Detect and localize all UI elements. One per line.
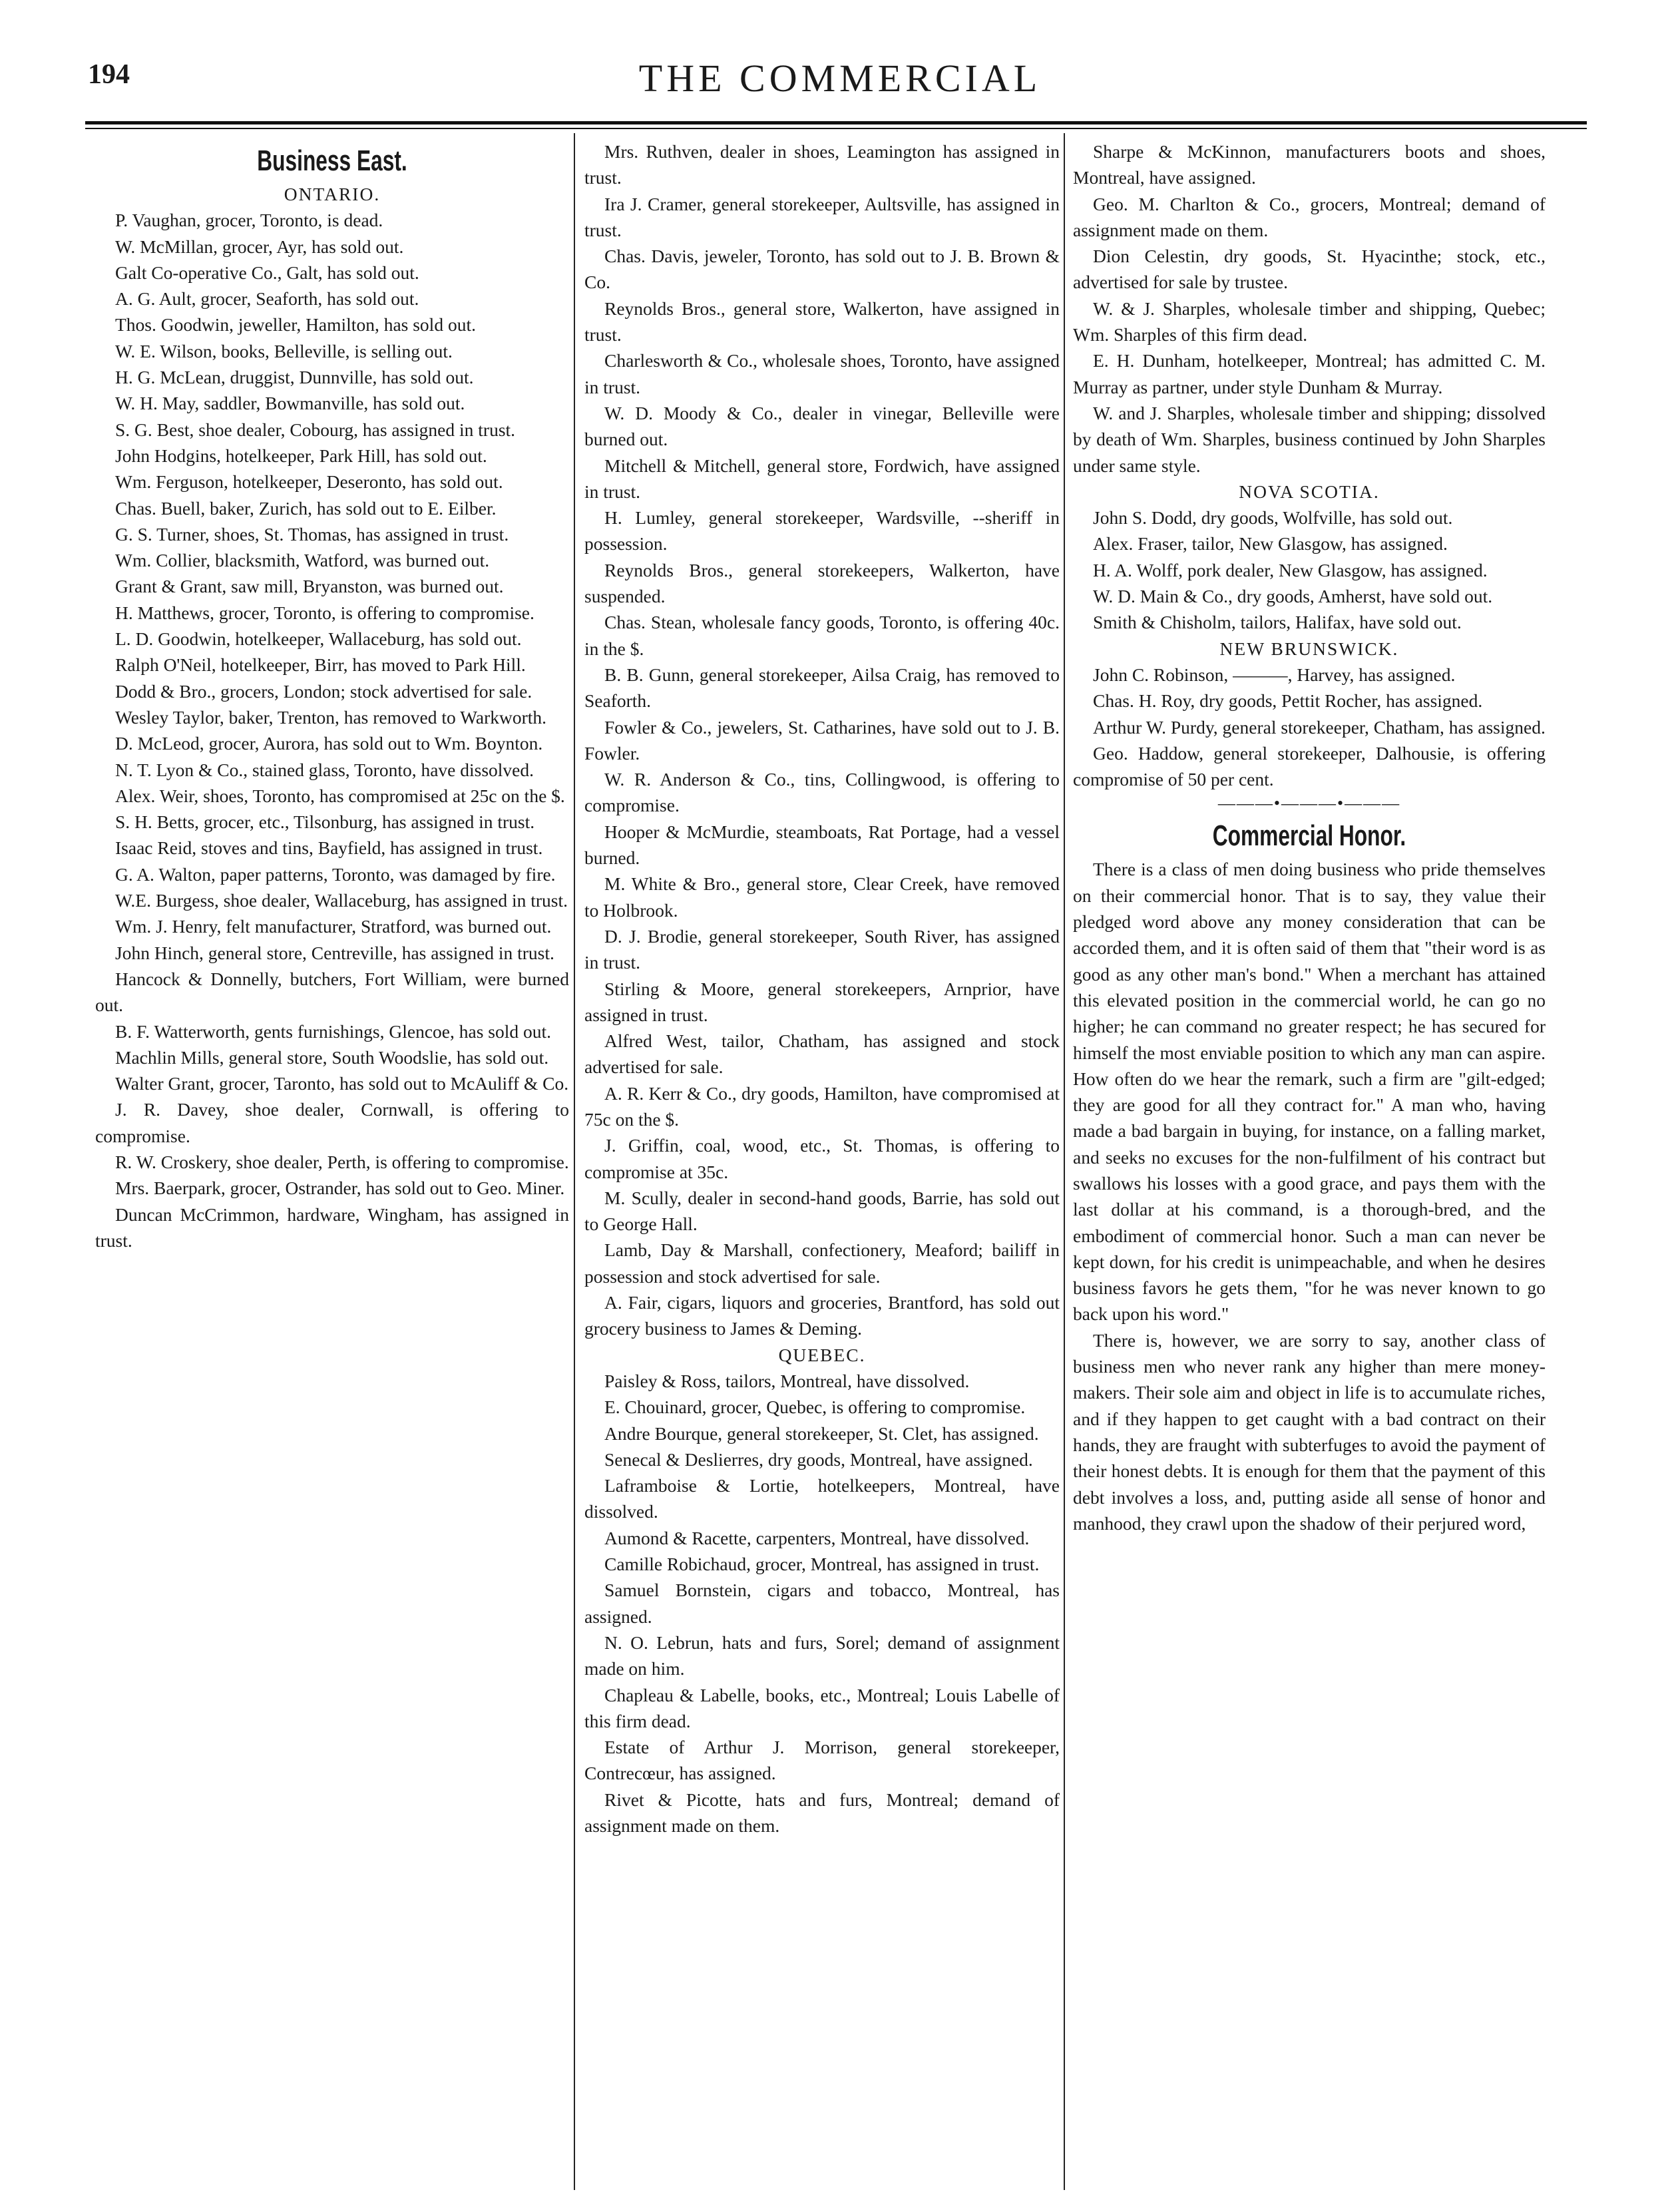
ontario-entry: W. R. Anderson & Co., tins, Collingwood, is offering to compromise. <box>584 769 1060 816</box>
ontario-entry: A. Fair, cigars, liquors and groceries, Brantford, has sold out grocery business to James & Deming. <box>584 1292 1060 1339</box>
new-brunswick-entry: Geo. Haddow, general storekeeper, Dalhousie, is offering compromise of 50 per cent. <box>1073 742 1546 790</box>
new-brunswick-entry: Arthur W. Purdy, general storekeeper, Chatham, has assigned. <box>1093 716 1546 738</box>
ontario-entries-part-2 <box>584 138 1060 1342</box>
ontario-entry: Hancock & Donnelly, butchers, Fort William, were burned out. <box>95 968 569 1016</box>
ontario-entry: John Hinch, general store, Centreville, has assigned in trust. <box>115 942 554 963</box>
quebec-entry: N. O. Lebrun, hats and furs, Sorel; demand of assignment made on him. <box>584 1632 1060 1679</box>
nova-scotia-entry: H. A. Wolff, pork dealer, New Glasgow, has assigned. <box>1093 559 1488 580</box>
new-brunswick-heading: NEW BRUNSWICK. <box>1219 638 1399 659</box>
new-brunswick-entry: John C. Robinson, ———, Harvey, has assigned. <box>1093 664 1456 685</box>
column-1 <box>95 138 569 2175</box>
commercial-honor-heading: Commercial Honor. <box>1212 819 1406 853</box>
column-2 <box>584 138 1060 2175</box>
nova-scotia-entry: W. D. Main & Co., dry goods, Amherst, have sold out. <box>1093 586 1493 607</box>
article-paragraph: There is a class of men doing business who pride themselves on their commercial honor. That is to say, they value their pledged word above any money consideration that can be accorded them, and it is often said of them that "their word is as good as any other man's bond." When a merchant has attained this elevated position in the commercial world, he can go no higher; he can command no greater respect; he has secured for himself the most enviable position to which any man can aspire. How often do we hear the remark, such a firm are "gilt-edged; they are good for all they contract for." A man who, having made a bad bargain in buying, for instance, on a falling market, and seeks no excuses for the non-fulfilment of his contract but swallows his losses with a good grace, and pays them with the last dollar at his command, is a thorough-bred, and the embodiment of commercial honor. Such a man can never be kept down, for his credit is unimpeachable, and when he desires business favors he gets them, "for he was never known to go back upon his word." <box>1073 859 1546 1325</box>
quebec-entry: Dion Celestin, dry goods, St. Hyacinthe; stock, etc., advertised for sale by trustee. <box>1073 246 1546 293</box>
quebec-entry: E. Chouinard, grocer, Quebec, is offering to compromise. <box>604 1397 1026 1418</box>
ontario-entry: Wm. J. Henry, felt manufacturer, Stratford, was burned out. <box>115 916 552 937</box>
ontario-entry: B. F. Watterworth, gents furnishings, Glencoe, has sold out. <box>115 1020 552 1042</box>
new-brunswick-entries <box>1073 662 1546 792</box>
ontario-entry: D. J. Brodie, general storekeeper, South River, has assigned in trust. <box>584 925 1060 973</box>
ontario-entry: Chas. Davis, jeweler, Toronto, has sold out to J. B. Brown & Co. <box>584 246 1060 293</box>
ontario-heading: ONTARIO. <box>284 184 381 204</box>
ontario-entry: Reynolds Bros., general store, Walkerton, have assigned in trust. <box>584 298 1060 345</box>
quebec-entry: Laframboise & Lortie, hotelkeepers, Montreal, have dissolved. <box>584 1475 1060 1522</box>
quebec-entries-part-1 <box>584 1368 1060 1839</box>
ontario-entry: Walter Grant, grocer, Taronto, has sold out to McAuliff & Co. <box>115 1073 569 1094</box>
ontario-entry: Wm. Collier, blacksmith, Watford, was burned out. <box>115 550 490 571</box>
page-number: 194 <box>88 59 130 90</box>
ontario-entry: Alex. Weir, shoes, Toronto, has compromised at 25c on the $. <box>115 785 565 806</box>
ontario-entry: Machlin Mills, general store, South Woodslie, has sold out. <box>115 1046 549 1068</box>
ontario-entry: Wm. Ferguson, hotelkeeper, Deseronto, has sold out. <box>115 471 503 493</box>
ontario-entry: W. D. Moody & Co., dealer in vinegar, Belleville were burned out. <box>584 402 1060 450</box>
ontario-entry: Fowler & Co., jewelers, St. Catharines, have sold out to J. B. Fowler. <box>584 716 1060 764</box>
nova-scotia-entry: John S. Dodd, dry goods, Wolfville, has sold out. <box>1093 507 1453 529</box>
quebec-entry: Chapleau & Labelle, books, etc., Montreal; Louis Labelle of this firm dead. <box>584 1684 1060 1731</box>
quebec-entry: Andre Bourque, general storekeeper, St. Clet, has assigned. <box>604 1423 1039 1444</box>
ontario-entry: A. R. Kerr & Co., dry goods, Hamilton, have compromised at 75c on the $. <box>584 1082 1060 1130</box>
ontario-entry: Alfred West, tailor, Chatham, has assigned and stock advertised for sale. <box>584 1030 1060 1078</box>
ontario-entry: Thos. Goodwin, jeweller, Hamilton, has sold out. <box>115 314 476 335</box>
quebec-entry: W. and J. Sharples, wholesale timber and shipping; dissolved by death of Wm. Sharples, business continued by John Sharples under same style. <box>1073 402 1546 476</box>
nova-scotia-entry: Smith & Chisholm, tailors, Halifax, have sold out. <box>1093 612 1462 633</box>
ontario-entry: B. B. Gunn, general storekeeper, Ailsa Craig, has removed to Seaforth. <box>584 664 1060 712</box>
ontario-entry: Hooper & McMurdie, steamboats, Rat Portage, had a vessel burned. <box>584 821 1060 869</box>
ontario-entry: Reynolds Bros., general storekeepers, Walkerton, have suspended. <box>584 559 1060 607</box>
masthead-rule-thin <box>85 128 1587 129</box>
ontario-entry: Stirling & Moore, general storekeepers, Arnprior, have assigned in trust. <box>584 978 1060 1025</box>
ontario-entry: G. A. Walton, paper patterns, Toronto, was damaged by fire. <box>115 863 556 885</box>
column-3 <box>1073 138 1546 2175</box>
ontario-entry: J. R. Davey, shoe dealer, Cornwall, is offering to compromise. <box>95 1099 569 1146</box>
ontario-entry: H. Matthews, grocer, Toronto, is offering to compromise. <box>115 602 534 623</box>
ontario-entry: Mitchell & Mitchell, general store, Fordwich, have assigned in trust. <box>584 455 1060 502</box>
ontario-entry: Charlesworth & Co., wholesale shoes, Toronto, have assigned in trust. <box>584 350 1060 397</box>
ontario-entry: M. White & Bro., general store, Clear Creek, have removed to Holbrook. <box>584 873 1060 921</box>
quebec-entries-part-2 <box>1073 138 1546 479</box>
quebec-entry: Samuel Bornstein, cigars and tobacco, Montreal, has assigned. <box>584 1580 1060 1627</box>
ontario-entry: Duncan McCrimmon, hardware, Wingham, has assigned in trust. <box>95 1204 569 1251</box>
nova-scotia-entries <box>1073 505 1546 635</box>
ontario-entry: Chas. Stean, wholesale fancy goods, Toronto, is offering 40c. in the $. <box>584 612 1060 659</box>
quebec-entry: Senecal & Deslierres, dry goods, Montreal, have assigned. <box>604 1448 1033 1470</box>
ontario-entry: M. Scully, dealer in second-hand goods, Barrie, has sold out to George Hall. <box>584 1187 1060 1235</box>
quebec-entry: Rivet & Picotte, hats and furs, Montreal; demand of assignment made on them. <box>584 1789 1060 1836</box>
ontario-entry: W. H. May, saddler, Bowmanville, has sold out. <box>115 393 465 414</box>
ontario-entry: S. G. Best, shoe dealer, Cobourg, has assigned in trust. <box>115 419 516 440</box>
ontario-entry: G. S. Turner, shoes, St. Thomas, has assigned in trust. <box>115 523 509 545</box>
ontario-entry: W. E. Wilson, books, Belleville, is selling out. <box>115 340 453 361</box>
ontario-entry: R. W. Croskery, shoe dealer, Perth, is offering to compromise. <box>115 1151 569 1172</box>
ontario-entry: Chas. Buell, baker, Zurich, has sold out to E. Eilber. <box>115 497 497 519</box>
ontario-entry: H. G. McLean, druggist, Dunnville, has sold out. <box>115 367 474 388</box>
masthead-title: THE COMMERCIAL <box>638 57 1042 100</box>
ontario-entry: J. Griffin, coal, wood, etc., St. Thomas, is offering to compromise at 35c. <box>584 1135 1060 1182</box>
ontario-entry: D. McLeod, grocer, Aurora, has sold out to Wm. Boynton. <box>115 733 543 754</box>
quebec-entry: W. & J. Sharples, wholesale timber and shipping, Quebec; Wm. Sharples of this firm dead. <box>1073 298 1546 345</box>
ontario-entry: Ralph O'Neil, hotelkeeper, Birr, has moved to Park Hill. <box>115 654 526 676</box>
quebec-entry: Estate of Arthur J. Morrison, general storekeeper, Contrecœur, has assigned. <box>584 1737 1060 1784</box>
quebec-entry: E. H. Dunham, hotelkeeper, Montreal; has admitted C. M. Murray as partner, under style Dunham & Murray. <box>1073 350 1546 397</box>
ontario-entry: P. Vaughan, grocer, Toronto, is dead. <box>115 210 383 231</box>
column-separator <box>1064 133 1065 2190</box>
section-ornament: ———•———•——— <box>1217 793 1401 813</box>
quebec-entry: Paisley & Ross, tailors, Montreal, have dissolved. <box>604 1370 970 1391</box>
ontario-entry: W.E. Burgess, shoe dealer, Wallaceburg, has assigned in trust. <box>115 890 568 911</box>
ontario-entry: John Hodgins, hotelkeeper, Park Hill, has sold out. <box>115 445 487 466</box>
ontario-entry: Lamb, Day & Marshall, confectionery, Meaford; bailiff in possession and stock advertised for sale. <box>584 1239 1060 1287</box>
new-brunswick-entry: Chas. H. Roy, dry goods, Pettit Rocher, has assigned. <box>1093 690 1483 712</box>
ontario-entry: N. T. Lyon & Co., stained glass, Toronto, have dissolved. <box>115 759 534 780</box>
ontario-entry: L. D. Goodwin, hotelkeeper, Wallaceburg, has sold out. <box>115 628 522 650</box>
column-separator <box>574 133 575 2190</box>
ontario-entry: Ira J. Cramer, general storekeeper, Aultsville, has assigned in trust. <box>584 193 1060 240</box>
ontario-entry: Dodd & Bro., grocers, London; stock advertised for sale. <box>115 680 532 702</box>
ontario-entry: W. McMillan, grocer, Ayr, has sold out. <box>115 236 404 257</box>
quebec-entry: Camille Robichaud, grocer, Montreal, has assigned in trust. <box>604 1554 1040 1575</box>
ontario-entry: Mrs. Baerpark, grocer, Ostrander, has sold out to Geo. Miner. <box>115 1178 565 1199</box>
quebec-entry: Aumond & Racette, carpenters, Montreal, have dissolved. <box>604 1527 1030 1548</box>
ontario-entry: Mrs. Ruthven, dealer in shoes, Leamington has assigned in trust. <box>584 141 1060 188</box>
ontario-entry: S. H. Betts, grocer, etc., Tilsonburg, has assigned in trust. <box>115 811 535 833</box>
quebec-entry: Geo. M. Charlton & Co., grocers, Montreal; demand of assignment made on them. <box>1073 193 1546 240</box>
ontario-entry: Wesley Taylor, baker, Trenton, has removed to Warkworth. <box>115 706 547 728</box>
quebec-entry: Sharpe & McKinnon, manufacturers boots and shoes, Montreal, have assigned. <box>1073 141 1546 188</box>
ontario-entries-part-1 <box>95 207 569 1253</box>
commercial-honor-article <box>1073 856 1546 1536</box>
masthead-rule <box>85 121 1587 124</box>
ontario-entry: Isaac Reid, stoves and tins, Bayfield, has assigned in trust. <box>115 837 543 859</box>
ontario-entry: Grant & Grant, saw mill, Bryanston, was burned out. <box>115 576 504 597</box>
business-east-heading: Business East. <box>257 144 407 177</box>
ontario-entry: A. G. Ault, grocer, Seaforth, has sold out. <box>115 288 419 310</box>
quebec-heading: QUEBEC. <box>778 1344 866 1365</box>
nova-scotia-entry: Alex. Fraser, tailor, New Glasgow, has assigned. <box>1093 533 1448 554</box>
nova-scotia-heading: NOVA SCOTIA. <box>1239 481 1380 502</box>
article-paragraph: There is, however, we are sorry to say, another class of business men who never rank any higher than mere money-makers. Their sole aim and object in life is to accumulate riches, and if they happen to get caught with a bad contract on their hands, they are fraught with subterfuges to avoid the payment of their honest debts. It is enough for them that the payment of this debt involves a loss, and, putting aside all sense of honor and manhood, they crawl upon the shadow of their perjured word, <box>1073 1329 1546 1534</box>
ontario-entry: Galt Co-operative Co., Galt, has sold out. <box>115 262 419 283</box>
ontario-entry: H. Lumley, general storekeeper, Wardsville, --sheriff in possession. <box>584 507 1060 554</box>
